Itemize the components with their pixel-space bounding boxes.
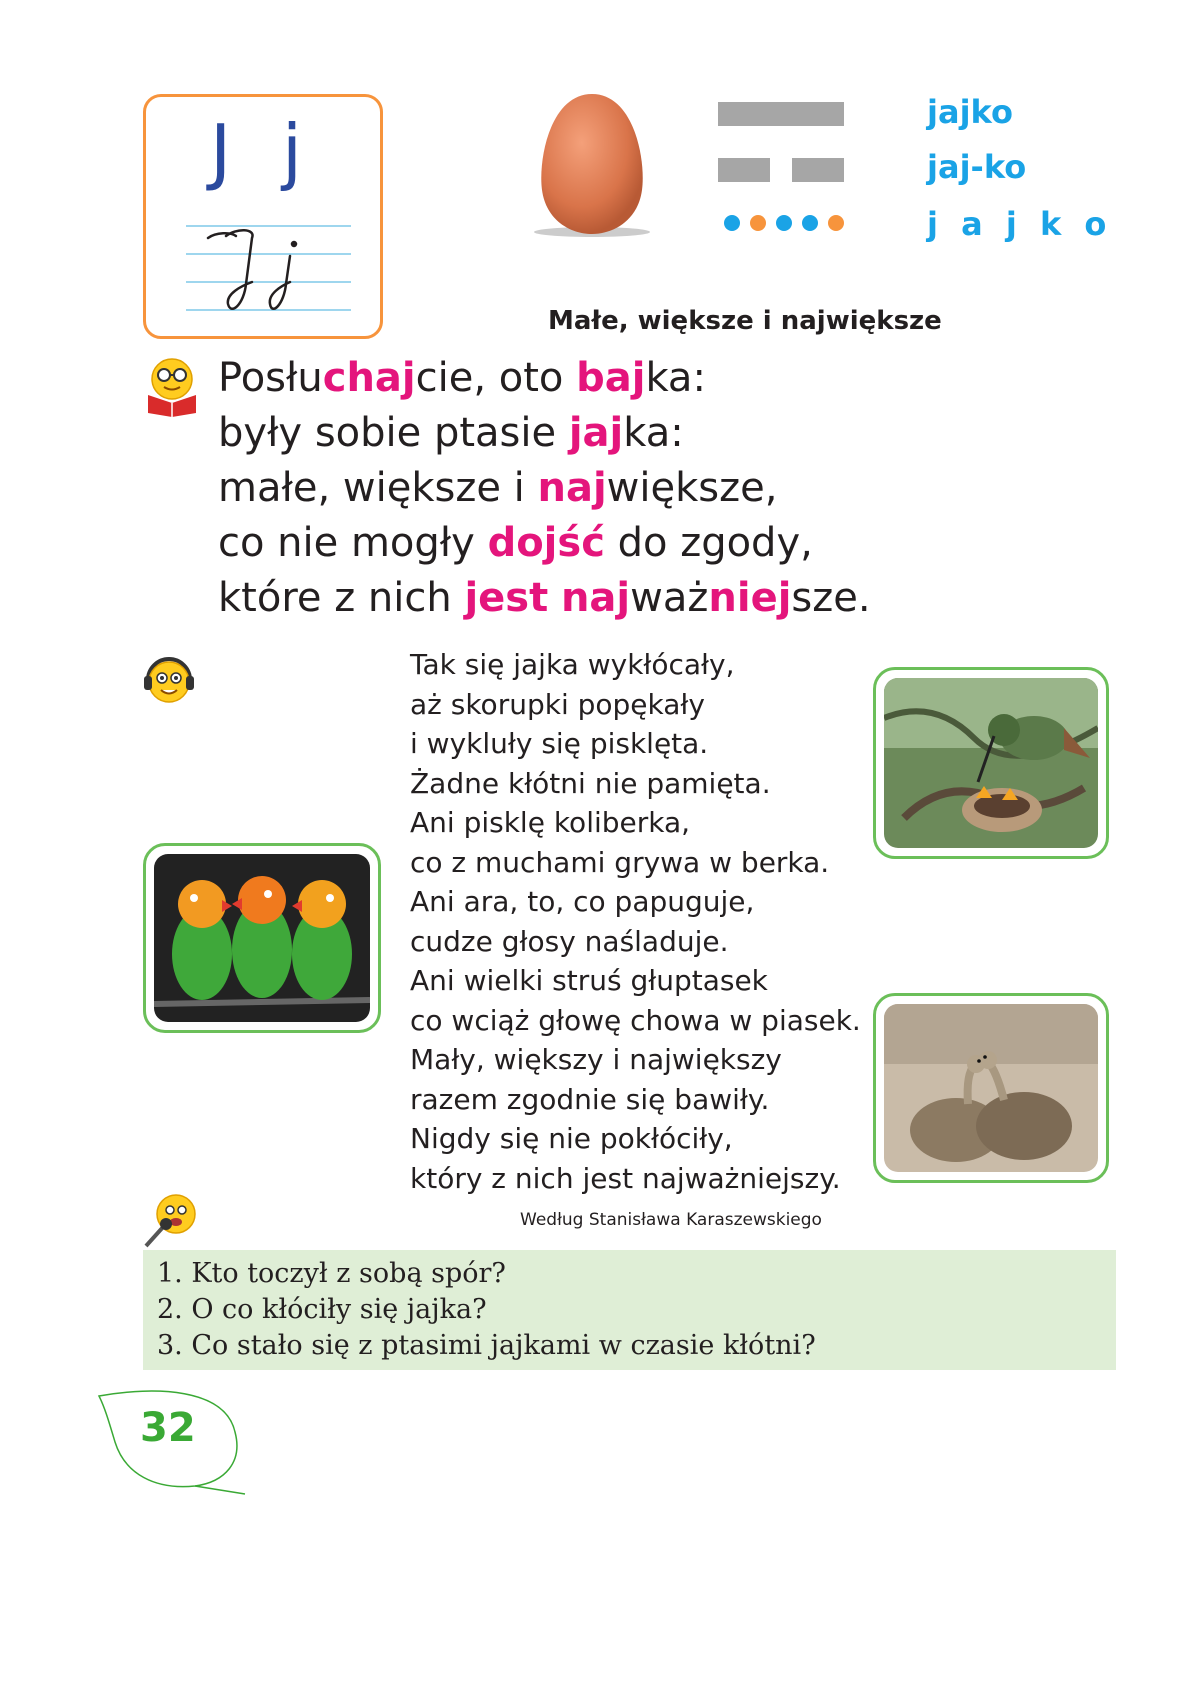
schema-dot — [776, 215, 792, 231]
question-item: 3. Co stało się z ptasimi jajkami w czasie kłótni? — [157, 1330, 816, 1361]
verse-line: Mały, większy i największy — [410, 1043, 782, 1076]
verse-line: Ani wielki struś głuptasek — [410, 964, 768, 997]
word-whole: jajko — [927, 93, 1013, 131]
word-letters: j a j k o — [927, 205, 1113, 243]
highlighted-syllable: jest — [464, 575, 549, 621]
printed-letters: J j — [209, 109, 317, 193]
poem-text: cie, oto — [415, 355, 577, 401]
verse-line: i wykluły się pisklęta. — [410, 727, 709, 760]
schema-whole-bar — [718, 102, 844, 126]
poem-line — [218, 521, 813, 565]
highlighted-syllable: baj — [576, 355, 646, 401]
verse-line: razem zgodnie się bawiły. — [410, 1082, 770, 1116]
page-number: 32 — [140, 1405, 196, 1451]
poem-text: ka: — [645, 355, 706, 401]
verse-line: aż skorupki popękały — [410, 687, 705, 721]
poem-line — [218, 356, 706, 400]
cursive-letters — [186, 224, 351, 319]
highlighted-syllable: chaj — [322, 355, 416, 401]
schema-syllable-bar — [792, 158, 844, 182]
author-credit: Według Stanisława Karaszewskiego — [520, 1210, 822, 1230]
highlighted-syllable: dojść — [487, 520, 605, 566]
poem-text: ka: — [623, 410, 684, 456]
highlighted-syllable: naj — [560, 575, 631, 621]
schema-dot — [828, 215, 844, 231]
ostrich-chicks-photo — [873, 993, 1109, 1183]
reading-smiley-icon — [140, 355, 202, 417]
poem-line — [218, 411, 684, 455]
schema-syllable-bar — [718, 158, 770, 182]
verse-line: który z nich jest najważniejszy. — [410, 1161, 841, 1195]
verse-line: co wciąż głowę chowa w piasek. — [410, 1003, 861, 1037]
word-schema — [718, 96, 878, 241]
poem-text: co nie mogły — [218, 520, 488, 566]
verse-line: Nigdy się nie pokłóciły, — [410, 1122, 733, 1155]
poem-text: małe, większe i — [218, 465, 538, 511]
verse-line: co z muchami grywa w berka. — [410, 845, 830, 879]
schema-dot — [802, 215, 818, 231]
egg-image — [520, 90, 665, 245]
verse-line: Ani pisklę koliberka, — [410, 806, 691, 839]
question-item: 1. Kto toczył z sobą spór? — [157, 1258, 506, 1289]
verse-line: Tak się jajka wykłócały, — [410, 648, 735, 681]
verse-line: Żadne kłótni nie pamięta. — [410, 766, 771, 800]
letter-card — [143, 94, 383, 339]
highlighted-syllable: jaj — [568, 410, 624, 456]
highlighted-syllable: niej — [708, 575, 792, 621]
question-item: 2. O co kłóciły się jajka? — [157, 1294, 487, 1325]
poem-text: sze. — [791, 575, 871, 621]
speaking-smiley-icon — [140, 1190, 202, 1252]
poem-title: Małe, większe i największe — [548, 306, 942, 336]
verse-line: cudze głosy naśladuje. — [410, 924, 729, 958]
parrots-photo — [143, 843, 381, 1033]
schema-dot — [750, 215, 766, 231]
word-syllables: jaj-ko — [927, 148, 1027, 186]
poem-text: większe, — [606, 465, 778, 511]
poem-text: Posłu — [218, 355, 323, 401]
highlighted-syllable: naj — [537, 465, 607, 511]
hummingbird-photo — [873, 667, 1109, 859]
poem-line — [218, 576, 871, 620]
verse-line: Ani ara, to, co papuguje, — [410, 885, 755, 918]
listening-smiley-icon — [140, 650, 198, 708]
poem-text: do zgody, — [604, 520, 813, 566]
questions-box — [143, 1250, 1116, 1370]
schema-dot — [724, 215, 740, 231]
poem-line — [218, 466, 777, 510]
poem-text: które z nich — [218, 575, 465, 621]
poem-text — [548, 575, 561, 621]
poem-text: były sobie ptasie — [218, 410, 569, 456]
poem-text: waż — [630, 575, 709, 621]
